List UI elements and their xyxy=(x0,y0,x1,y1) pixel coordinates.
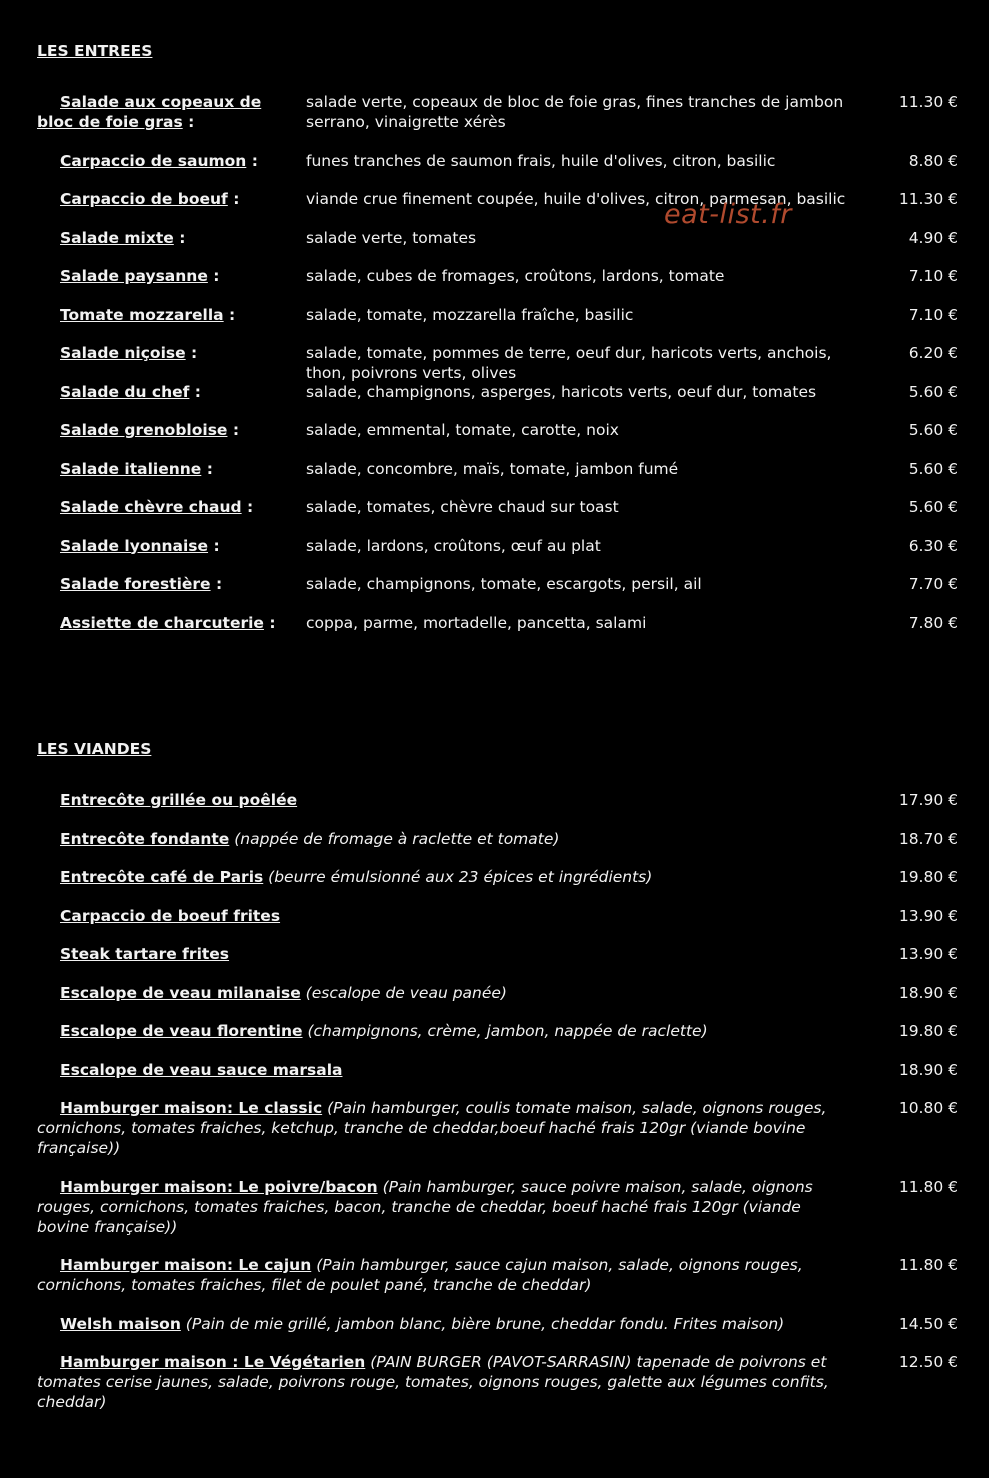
entree-name: Carpaccio de boeuf xyxy=(60,190,228,208)
viande-price: 14.50 € xyxy=(898,1314,958,1333)
viande-price: 18.90 € xyxy=(898,983,958,1002)
entree-item xyxy=(37,92,962,132)
viande-description: (Pain hamburger, coulis tomate maison, salade, oignons rouges, cornichons, tomates fraiches, ketchup, tranche de cheddar,boeuf haché frais 120gr (viande bovine française)) xyxy=(37,1099,827,1157)
viande-description: (Pain hamburger, sauce poivre maison, salade, oignons rouges, cornichons, tomates fraiches, bacon, tranche de cheddar, boeuf haché frais 120gr (viande bovine française)) xyxy=(37,1177,813,1236)
viande-item xyxy=(37,906,962,926)
entrees-list xyxy=(37,92,962,651)
entree-price: 7.80 € xyxy=(908,613,958,632)
entree-name: Salade forestière xyxy=(60,575,211,593)
viande-name: Hamburger maison: Le classic xyxy=(60,1099,323,1117)
entree-price: 5.60 € xyxy=(908,498,958,516)
viande-item xyxy=(37,1098,962,1158)
entree-colon: : xyxy=(208,536,220,555)
viande-item xyxy=(37,1060,962,1080)
entree-colon: : xyxy=(241,498,254,516)
entree-description: funes tranches de saumon frais, huile d'olives, citron, basilic xyxy=(306,151,776,170)
entree-price: 4.90 € xyxy=(908,228,958,247)
entree-colon: : xyxy=(227,421,240,439)
viande-name: Entrecôte grillée ou poêlée xyxy=(60,791,298,809)
entree-price: 7.10 € xyxy=(908,267,958,285)
entree-name: Salade italienne xyxy=(60,459,202,478)
entree-name-cell xyxy=(37,459,282,479)
viande-price: 13.90 € xyxy=(898,906,958,925)
entree-colon: : xyxy=(201,459,213,478)
section-title-entrees: LES ENTREES xyxy=(37,42,153,60)
viande-price: 13.90 € xyxy=(898,945,958,963)
viande-item xyxy=(37,1177,962,1237)
viande-item xyxy=(37,1255,962,1295)
viande-text xyxy=(37,1060,847,1080)
entree-name-cell xyxy=(37,228,282,248)
viande-description: (escalope de veau panée) xyxy=(305,983,507,1002)
entree-name-cell xyxy=(37,92,282,132)
viande-text xyxy=(37,1255,847,1295)
viande-price: 12.50 € xyxy=(898,1353,958,1371)
entree-price: 11.30 € xyxy=(898,93,958,111)
entree-name-cell xyxy=(37,266,282,286)
section-title-viandes: LES VIANDES xyxy=(37,740,152,758)
entree-item xyxy=(37,574,962,594)
entree-name: Salade niçoise xyxy=(60,344,186,362)
entree-description: salade, champignons, asperges, haricots verts, oeuf dur, tomates xyxy=(306,382,817,401)
viande-text xyxy=(37,1021,847,1041)
entree-description: coppa, parme, mortadelle, pancetta, salami xyxy=(306,613,647,632)
viande-price: 18.70 € xyxy=(898,829,958,848)
entree-description: salade, tomate, pommes de terre, oeuf dur, haricots verts, anchois, thon, poivrons verts, olives xyxy=(306,344,832,382)
viande-name: Escalope de veau sauce marsala xyxy=(60,1060,343,1079)
viande-item xyxy=(37,867,962,887)
entree-colon: : xyxy=(223,305,236,324)
viande-price: 19.80 € xyxy=(898,1022,958,1040)
viande-description: (PAIN BURGER (PAVOT-SARRASIN) tapenade de poivrons et tomates cerise jaunes, salade, poivrons rouge, tomates, oignons rouges, galette aux légumes confits, cheddar) xyxy=(37,1353,829,1411)
viande-name: Steak tartare frites xyxy=(60,945,230,963)
entree-description: salade, lardons, croûtons, œuf au plat xyxy=(306,536,601,555)
entree-price: 8.80 € xyxy=(908,151,958,170)
entree-description: salade verte, tomates xyxy=(306,228,477,247)
viande-price: 17.90 € xyxy=(898,791,958,809)
entree-name-cell xyxy=(37,420,282,440)
entree-name: Salade grenobloise xyxy=(60,421,228,439)
viande-item xyxy=(37,983,962,1003)
entree-colon: : xyxy=(189,382,202,401)
entree-colon: : xyxy=(210,575,223,593)
entree-item xyxy=(37,613,962,633)
viande-price: 19.80 € xyxy=(898,868,958,886)
entree-name: Salade lyonnaise xyxy=(60,536,209,555)
viande-name: Entrecôte café de Paris xyxy=(60,868,264,886)
entree-name-cell xyxy=(37,151,282,171)
entree-description: salade, emmental, tomate, carotte, noix xyxy=(306,421,619,439)
entree-price: 7.10 € xyxy=(908,305,958,324)
viande-text xyxy=(37,906,847,926)
entree-item xyxy=(37,536,962,556)
entree-colon: : xyxy=(185,344,198,362)
entree-description: salade, concombre, maïs, tomate, jambon fumé xyxy=(306,459,679,478)
viande-name: Hamburger maison: Le cajun xyxy=(60,1256,312,1274)
entree-name: Carpaccio de saumon xyxy=(60,151,247,170)
viandes-list xyxy=(37,790,962,1431)
viande-text xyxy=(37,829,847,849)
entree-name-cell xyxy=(37,536,282,556)
entree-colon: : xyxy=(173,228,186,247)
entree-item xyxy=(37,305,962,325)
viande-description: (champignons, crème, jambon, nappée de raclette) xyxy=(307,1022,708,1040)
viande-price: 10.80 € xyxy=(898,1099,958,1117)
entree-name-cell xyxy=(37,189,282,209)
entree-item xyxy=(37,459,962,479)
viande-item xyxy=(37,1352,962,1412)
entree-price: 5.60 € xyxy=(908,459,958,478)
entree-name: Salade du chef xyxy=(60,382,190,401)
entree-name-cell xyxy=(37,497,282,517)
viande-name: Hamburger maison: Le poivre/bacon xyxy=(60,1177,378,1196)
viande-text xyxy=(37,983,847,1003)
entree-colon: : xyxy=(182,113,195,131)
viande-description: (Pain de mie grillé, jambon blanc, bière brune, cheddar fondu. Frites maison) xyxy=(185,1314,785,1333)
entree-price: 5.60 € xyxy=(908,421,958,439)
viande-text xyxy=(37,944,847,964)
entree-item xyxy=(37,151,962,171)
entree-price: 6.30 € xyxy=(908,536,958,555)
entree-name: Salade chèvre chaud xyxy=(60,498,242,516)
viande-price: 18.90 € xyxy=(898,1060,958,1079)
viande-name: Escalope de veau florentine xyxy=(60,1022,303,1040)
viande-name: Welsh maison xyxy=(60,1314,181,1333)
viande-text xyxy=(37,1098,847,1158)
viande-item xyxy=(37,790,962,810)
entree-name: Salade paysanne xyxy=(60,267,208,285)
viande-name: Hamburger maison : Le Végétarien xyxy=(60,1353,366,1371)
entree-colon: : xyxy=(207,267,220,285)
entree-name: Salade mixte xyxy=(60,228,174,247)
viande-item xyxy=(37,1021,962,1041)
viande-text xyxy=(37,1177,847,1237)
entree-name: Assiette de charcuterie xyxy=(60,613,264,632)
viande-description: (Pain hamburger, sauce cajun maison, salade, oignons rouges, cornichons, tomates fraiches, filet de poulet pané, tranche de cheddar) xyxy=(37,1256,803,1294)
entree-item xyxy=(37,189,962,209)
viande-price: 11.80 € xyxy=(898,1177,958,1196)
entree-name-cell xyxy=(37,613,282,633)
watermark: eat-list.fr xyxy=(664,199,792,230)
viande-price: 11.80 € xyxy=(898,1256,958,1274)
entree-description: salade verte, copeaux de bloc de foie gras, fines tranches de jambon serrano, vinaigrette xérès xyxy=(306,93,844,131)
entree-item xyxy=(37,343,962,382)
entree-price: 6.20 € xyxy=(908,344,958,362)
entree-item xyxy=(37,266,962,286)
entree-description: salade, tomate, mozzarella fraîche, basilic xyxy=(306,305,634,324)
viande-name: Carpaccio de boeuf frites xyxy=(60,906,281,925)
entree-colon: : xyxy=(246,151,258,170)
entree-description: viande crue finement coupée, huile d'olives, citron, parmesan, basilic xyxy=(306,190,846,208)
entree-name-cell xyxy=(37,574,282,594)
viande-description: (beurre émulsionné aux 23 épices et ingrédients) xyxy=(268,868,653,886)
entree-colon: : xyxy=(263,613,276,632)
viande-name: Entrecôte fondante xyxy=(60,829,230,848)
entree-description: salade, champignons, tomate, escargots, persil, ail xyxy=(306,575,702,593)
entree-description: salade, cubes de fromages, croûtons, lardons, tomate xyxy=(306,267,725,285)
viande-item xyxy=(37,1314,962,1334)
entree-name: Tomate mozzarella xyxy=(60,305,224,324)
entree-price: 7.70 € xyxy=(908,575,958,593)
entree-price: 5.60 € xyxy=(908,382,958,401)
entree-name: Salade aux copeaux de bloc de foie gras xyxy=(37,93,262,131)
entree-name-cell xyxy=(37,305,282,325)
entree-item xyxy=(37,497,962,517)
entree-name-cell xyxy=(37,382,282,402)
entree-item xyxy=(37,228,962,248)
entree-item xyxy=(37,420,962,440)
entree-colon: : xyxy=(227,190,240,208)
viande-text xyxy=(37,790,847,810)
entree-item xyxy=(37,382,962,402)
viande-name: Escalope de veau milanaise xyxy=(60,983,301,1002)
entree-name-cell xyxy=(37,343,282,363)
viande-text xyxy=(37,867,847,887)
viande-item xyxy=(37,944,962,964)
viande-description: (nappée de fromage à raclette et tomate) xyxy=(234,829,560,848)
viande-text xyxy=(37,1352,847,1412)
entree-description: salade, tomates, chèvre chaud sur toast xyxy=(306,498,619,516)
entree-price: 11.30 € xyxy=(898,190,958,208)
viande-text xyxy=(37,1314,847,1334)
viande-item xyxy=(37,829,962,849)
